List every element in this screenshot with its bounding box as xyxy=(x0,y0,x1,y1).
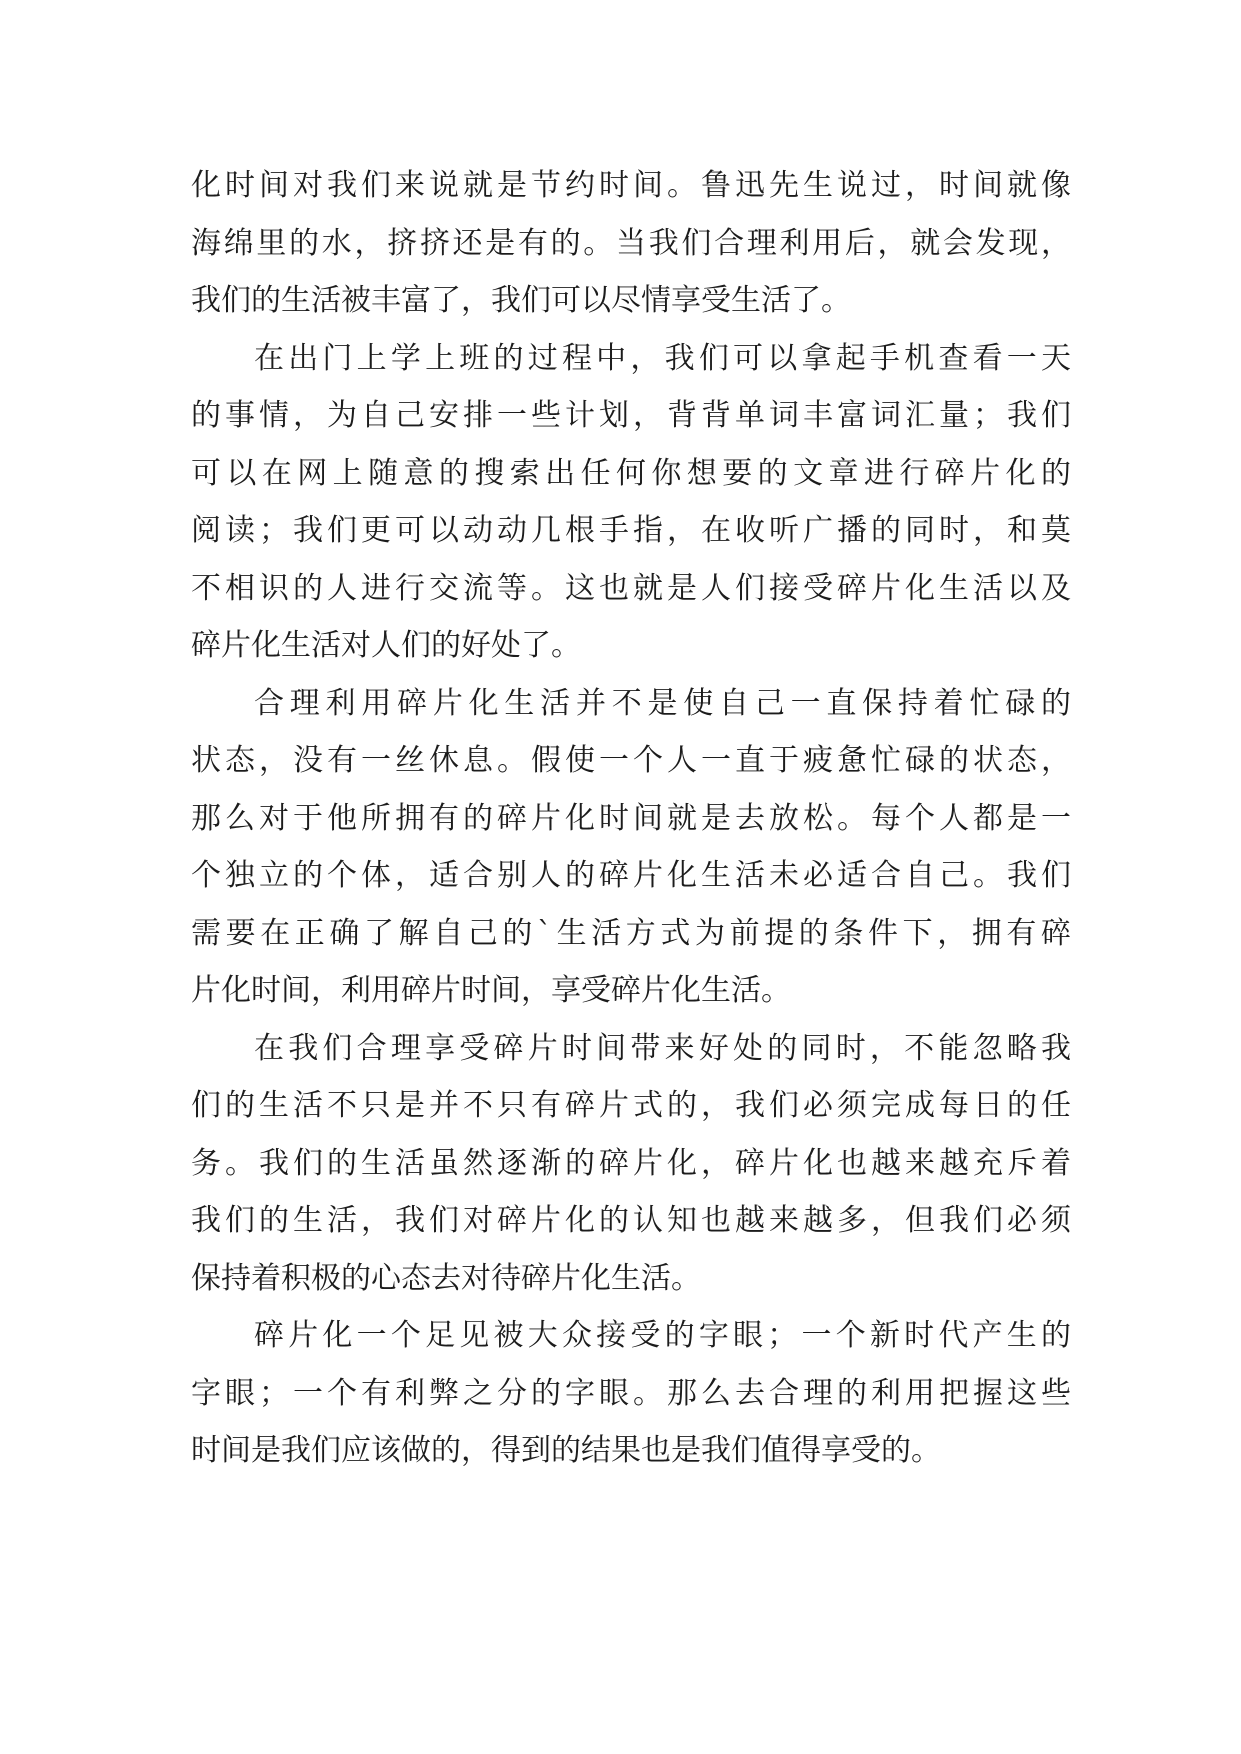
text-line: 我们的生活被丰富了，我们可以尽情享受生活了。 xyxy=(191,283,851,318)
text-line: 务。我们的生活虽然逐渐的碎片化，碎片化也越来越充斥着 xyxy=(191,1145,1071,1181)
text-line: 保持着积极的心态去对待碎片化生活。 xyxy=(191,1260,701,1296)
text-line: 个独立的个体，适合别人的碎片化生活未必适合自己。我们 xyxy=(191,858,1071,893)
text-line: 那么对于他所拥有的碎片化时间就是去放松。每个人都是一 xyxy=(191,800,1071,836)
text-line: 们的生活不只是并不只有碎片式的，我们必须完成每日的任 xyxy=(191,1088,1071,1123)
paragraph xyxy=(191,1307,1071,1480)
text-line: 阅读；我们更可以动动几根手指，在收听广播的同时，和莫 xyxy=(191,513,1071,548)
paragraph xyxy=(191,675,1071,1020)
text-line: 可以在网上随意的搜索出任何你想要的文章进行碎片化的 xyxy=(191,455,1071,491)
text-line: 时间是我们应该做的，得到的结果也是我们值得享受的。 xyxy=(191,1433,941,1468)
text-line: 我们的生活，我们对碎片化的认知也越来越多，但我们必须 xyxy=(191,1203,1071,1238)
text-line: 海绵里的水，挤挤还是有的。当我们合理利用后，就会发现， xyxy=(191,225,1071,261)
body-text xyxy=(191,157,1071,1480)
text-line: 的事情，为自己安排一些计划，背背单词丰富词汇量；我们 xyxy=(191,398,1071,433)
text-line: 碎片化一个足见被大众接受的字眼；一个新时代产生的 xyxy=(254,1318,1071,1353)
text-line: 在出门上学上班的过程中，我们可以拿起手机查看一天 xyxy=(254,340,1071,376)
paragraph xyxy=(191,330,1071,675)
text-line: 不相识的人进行交流等。这也就是人们接受碎片化生活以及 xyxy=(191,570,1071,606)
text-line: 字眼；一个有利弊之分的字眼。那么去合理的利用把握这些 xyxy=(191,1375,1071,1411)
paragraph xyxy=(191,157,1071,330)
text-line: 在我们合理享受碎片时间带来好处的同时，不能忽略我 xyxy=(254,1030,1071,1066)
text-line: 状态，没有一丝休息。假使一个人一直于疲惫忙碌的状态， xyxy=(191,743,1071,778)
text-line: 片化时间，利用碎片时间，享受碎片化生活。 xyxy=(191,973,791,1008)
text-line: 合理利用碎片化生活并不是使自己一直保持着忙碌的 xyxy=(254,685,1071,721)
paragraph xyxy=(191,1020,1071,1308)
text-line: 化时间对我们来说就是节约时间。鲁迅先生说过，时间就像 xyxy=(191,168,1071,203)
text-line: 需要在正确了解自己的`生活方式为前提的条件下，拥有碎 xyxy=(191,915,1071,951)
text-line: 碎片化生活对人们的好处了。 xyxy=(191,628,581,663)
